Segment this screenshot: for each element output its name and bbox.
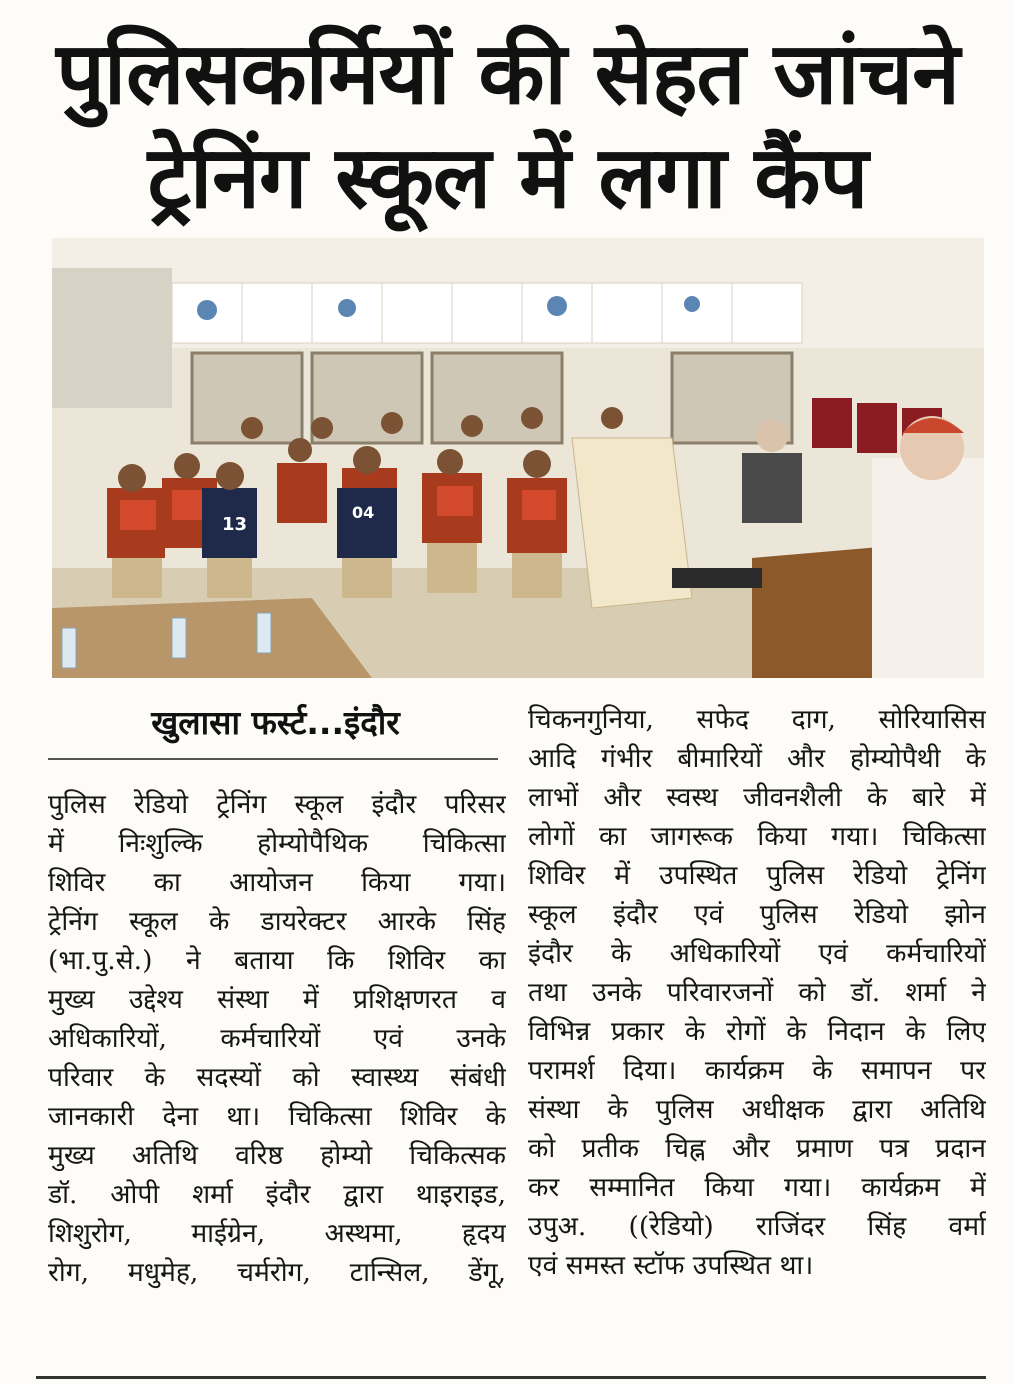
article-line: संस्था के पुलिस अधीक्षक द्वारा अतिथि xyxy=(528,1094,986,1125)
article-line: शिविर का आयोजन किया गया। xyxy=(48,867,506,898)
article-line: चिकनगुनिया, सफेद दाग, सोरियासिस xyxy=(528,704,986,735)
headline xyxy=(30,22,985,230)
article-line: परामर्श दिया। कार्यक्रम के समापन पर xyxy=(528,1055,986,1086)
article-line: विभिन्न प्रकार के रोगों के निदान के लिए xyxy=(528,1016,986,1047)
article-line: कर सम्मानित किया गया। कार्यक्रम में xyxy=(528,1172,986,1203)
article-line: इंदौर के अधिकारियों एवं कर्मचारियों xyxy=(528,938,986,969)
badge-04: 04 xyxy=(352,503,375,522)
article-line: (भा.पु.से.) ने बताया कि शिविर का xyxy=(48,945,506,976)
article-line: जानकारी देना था। चिकित्सा शिविर के xyxy=(48,1101,506,1132)
article-line: ट्रेनिंग स्कूल के डायरेक्टर आरके सिंह xyxy=(48,906,506,937)
bottom-rule xyxy=(36,1376,986,1379)
news-photo xyxy=(52,238,984,678)
article-line: अधिकारियों, कर्मचारियों एवं उनके xyxy=(48,1023,506,1054)
article-line: रोग, मधुमेह, चर्मरोग, टान्सिल, डेंगू, xyxy=(48,1257,506,1288)
headline-line-1: पुलिसकर्मियों की सेहत जांचने xyxy=(56,24,959,124)
article-line: परिवार के सदस्यों को स्वास्थ्य संबंधी xyxy=(48,1062,506,1093)
article-line: लाभों और स्वस्थ जीवनशैली के बारे में xyxy=(528,782,986,813)
article-line: में निःशुल्कि होम्योपैथिक चिकित्सा xyxy=(48,828,506,859)
article-line: शिविर में उपस्थित पुलिस रेडियो ट्रेनिंग xyxy=(528,860,986,891)
dateline-rule xyxy=(48,758,498,760)
article-line: शिशुरोग, माईग्रेन, अस्थमा, हृदय xyxy=(48,1218,506,1249)
article-line: स्कूल इंदौर एवं पुलिस रेडियो झोन xyxy=(528,899,986,930)
article-line: लोगों का जागरूक किया गया। चिकित्सा xyxy=(528,821,986,852)
article-line: मुख्य उद्देश्य संस्था में प्रशिक्षणरत व xyxy=(48,984,506,1015)
article-column-left xyxy=(48,785,506,1292)
article-column-right xyxy=(528,700,986,1285)
article-line: को प्रतीक चिह्न और प्रमाण पत्र प्रदान xyxy=(528,1133,986,1164)
dateline: खुलासा फर्स्ट...इंदौर xyxy=(151,703,400,742)
headline-line-2: ट्रेनिंग स्कूल में लगा कैंप xyxy=(147,128,868,228)
article-line: पुलिस रेडियो ट्रेनिंग स्कूल इंदौर परिसर xyxy=(48,789,506,820)
article-line: तथा उनके परिवारजनों को डॉ. शर्मा ने xyxy=(528,977,986,1008)
article-line: आदि गंभीर बीमारियों और होम्योपैथी के xyxy=(528,743,986,774)
article-line-last: एवं समस्त स्टॉफ उपस्थित था। xyxy=(528,1250,814,1281)
badge-13: 13 xyxy=(222,514,248,535)
article-line: डॉ. ओपी शर्मा इंदौर द्वारा थाइराइड, xyxy=(48,1179,506,1210)
photo-illustration xyxy=(52,238,984,678)
article-line: मुख्य अतिथि वरिष्ठ होम्यो चिकित्सक xyxy=(48,1140,506,1171)
article-line: उपुअ. ((रेडियो) राजिंदर सिंह वर्मा xyxy=(528,1211,986,1242)
